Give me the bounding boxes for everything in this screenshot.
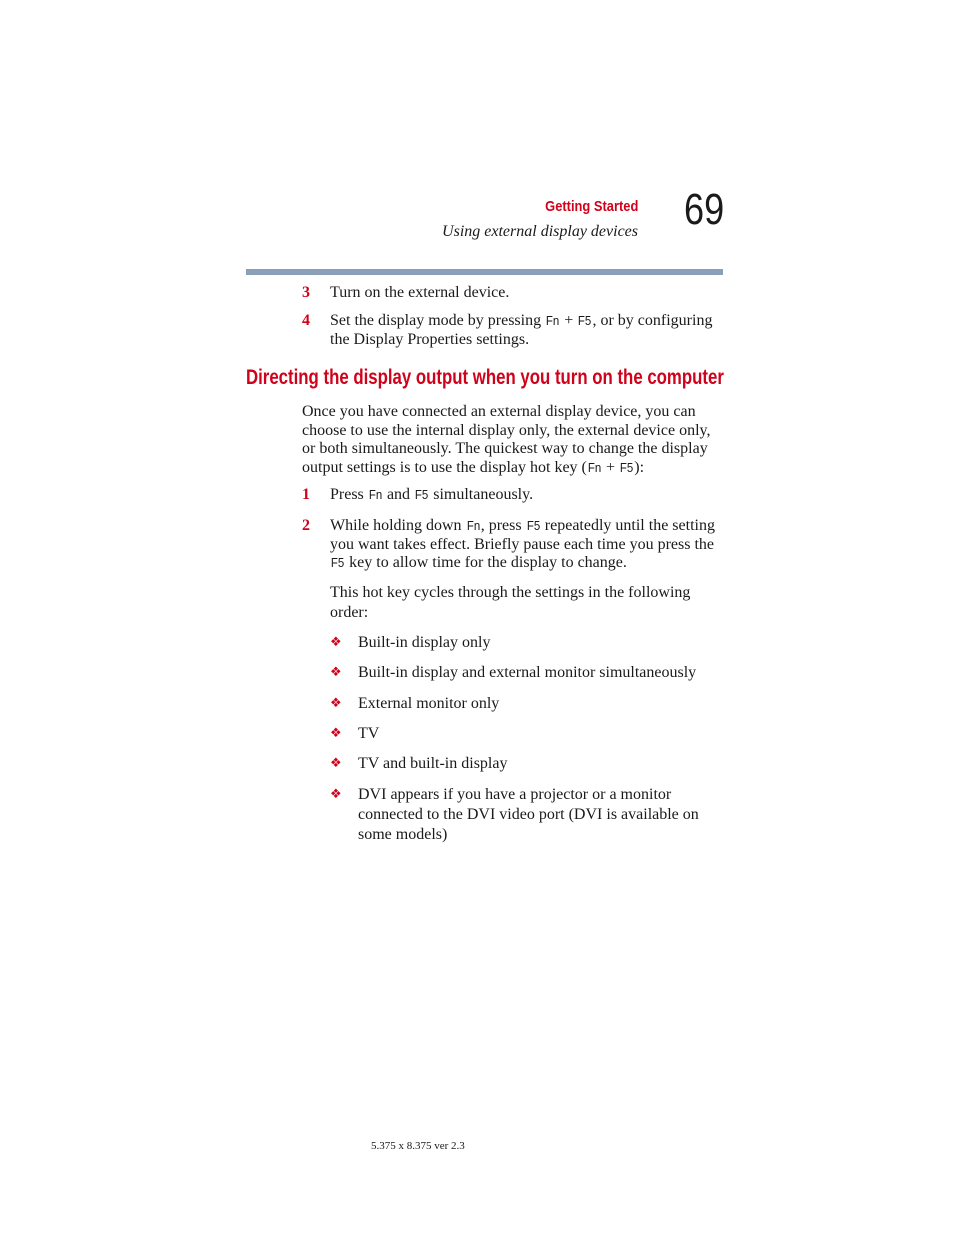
key-f5: F5 <box>414 487 429 502</box>
text-run: While holding down <box>330 517 466 534</box>
step-text <box>330 312 722 349</box>
key-fn: Fn <box>368 487 383 502</box>
list-item-text: DVI appears if you have a projector or a monitor connected to the DVI video port (DVI is available on some models) <box>358 786 699 843</box>
intro-paragraph <box>302 403 722 477</box>
text-run: + <box>560 312 578 329</box>
key-f5: F5 <box>330 555 345 571</box>
key-f5: F5 <box>578 313 592 328</box>
step-number: 4 <box>302 312 310 329</box>
key-f5: F5 <box>619 459 634 475</box>
text-run: + <box>602 458 620 476</box>
page-footer: 5.375 x 8.375 ver 2.3 <box>371 1140 465 1152</box>
list-item-text: Built-in display and external monitor simultaneously <box>358 664 697 681</box>
text-run: and <box>382 486 415 503</box>
list-item-text: TV <box>358 725 380 742</box>
text-run: Press <box>330 486 368 503</box>
text-run: key to allow time for the display to change. <box>345 554 627 572</box>
text-run: ): <box>634 458 645 476</box>
key-fn: Fn <box>466 518 480 533</box>
header-rule <box>246 269 723 275</box>
step-number: 2 <box>302 517 310 534</box>
bullet-icon: ❖ <box>330 696 342 711</box>
chapter-title: Getting Started <box>544 198 638 215</box>
step-text: Turn on the external device. <box>330 284 510 301</box>
hotkey-note: This hot key cycles through the settings in the following order: <box>330 584 691 621</box>
key-fn: Fn <box>546 313 560 328</box>
text-run: , press <box>480 517 526 534</box>
page-number: 69 <box>684 185 725 234</box>
text-run: simultaneously. <box>429 486 534 503</box>
bullet-icon: ❖ <box>330 726 342 741</box>
text-run: Set the display mode by pressing <box>330 312 546 329</box>
step-text <box>330 517 722 573</box>
list-item-text: TV and built-in display <box>358 755 508 772</box>
bullet-icon: ❖ <box>330 635 342 650</box>
bullet-icon: ❖ <box>330 756 342 771</box>
text-run: , or by configuring the Display Properties settings. <box>330 312 713 348</box>
list-item-text: Built-in display only <box>358 634 491 651</box>
key-f5: F5 <box>526 518 540 533</box>
bullet-icon: ❖ <box>330 787 342 802</box>
list-item-text: External monitor only <box>358 695 500 712</box>
step-text <box>330 486 722 505</box>
step-number: 3 <box>302 284 310 301</box>
text-run: repeatedly until the setting you want takes effect. Briefly pause each time you press the <box>330 517 715 553</box>
section-heading: Directing the display output when you turn on the computer <box>246 366 724 389</box>
key-fn: Fn <box>587 459 602 475</box>
section-subtitle: Using external display devices <box>442 223 638 240</box>
bullet-icon: ❖ <box>330 665 342 680</box>
text-run: Once you have connected an external display device, you can choose to use the internal display only, the external device only, or both simultaneously. The quickest way to change the display output settings is to use the display hot key ( <box>302 403 711 476</box>
step-number: 1 <box>302 486 310 503</box>
